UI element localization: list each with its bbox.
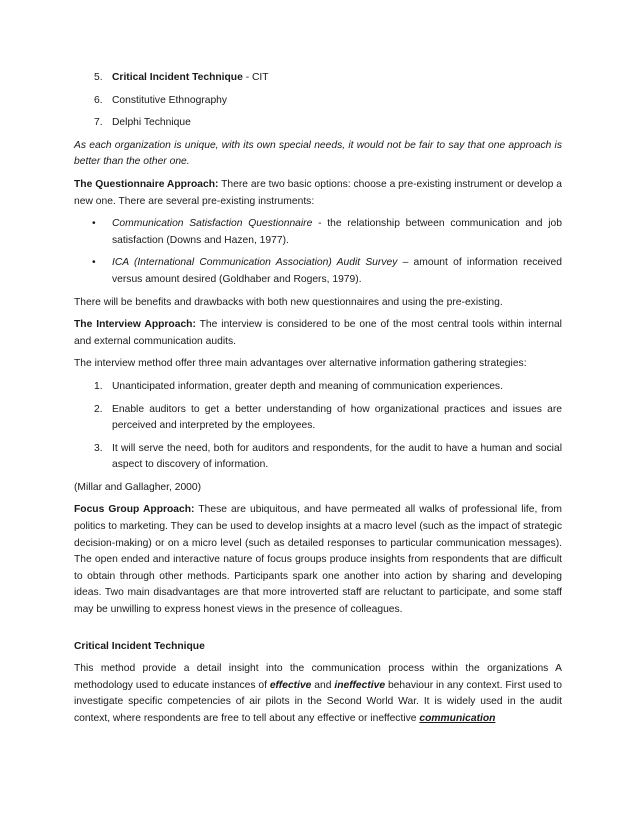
list-item bbox=[74, 70, 562, 87]
questionnaire-paragraph bbox=[74, 177, 562, 210]
bullet-icon: • bbox=[92, 257, 96, 269]
cit-suffix: - CIT bbox=[242, 72, 269, 83]
advantages-list bbox=[74, 379, 562, 474]
focus-group-paragraph bbox=[74, 502, 562, 618]
citation: (Millar and Gallagher, 2000) bbox=[74, 481, 202, 493]
cit-paragraph bbox=[74, 661, 562, 727]
section-heading: Critical Incident Technique bbox=[74, 640, 205, 652]
list-text: Unanticipated information, greater depth and meaning of communication experiences. bbox=[112, 380, 503, 392]
list-number: 2. bbox=[94, 403, 103, 415]
ineffective-word: ineffective bbox=[334, 679, 386, 691]
list-item bbox=[74, 115, 562, 132]
cit-label: Critical Incident Technique bbox=[112, 72, 243, 83]
interview-paragraph bbox=[74, 317, 562, 350]
list-text: Constitutive Ethnography bbox=[112, 94, 228, 106]
bullet-item bbox=[74, 216, 562, 249]
questionnaire-text: There are two basic options: choose a pre-existing instrument or develop a new one. There are several pre-existing instruments: bbox=[74, 178, 562, 207]
list-text: Enable auditors to get a better understanding of how organizational practices and issues are perceived and interpreted by the employees. bbox=[112, 403, 562, 432]
focus-group-label: Focus Group Approach: bbox=[74, 504, 195, 516]
bullet-text: - the relationship between communication and job satisfaction (Downs and Hazen, 1977). bbox=[112, 218, 562, 246]
document-page bbox=[74, 70, 562, 734]
communication-word: communication bbox=[419, 713, 496, 724]
bullet-italic: Communication Satisfaction Questionnaire bbox=[112, 218, 313, 230]
list-item bbox=[74, 379, 562, 396]
list-item bbox=[74, 441, 562, 474]
bullet-italic: ICA (International Communication Association) Audit Survey bbox=[112, 257, 398, 269]
list-item bbox=[74, 402, 562, 435]
list-text: Delphi Technique bbox=[112, 117, 191, 129]
instrument-bullet-list bbox=[74, 216, 562, 288]
interview-text: The interview is considered to be one of the most central tools within internal and external communication audits. bbox=[74, 319, 562, 347]
effective-word: effective bbox=[269, 679, 312, 691]
cit-and: and bbox=[311, 679, 335, 691]
intro-italic-paragraph: As each organization is unique, with its own special needs, it would not be fair to say that one approach is better than the other one. bbox=[74, 139, 562, 168]
list-text: It will serve the need, both for auditors and respondents, for the audit to have a human and social aspect to discovery of information. bbox=[112, 442, 562, 471]
interview-lead: The interview method offer three main advantages over alternative information gathering strategies: bbox=[74, 358, 527, 370]
cit-text-1: This method provide a detail insight into the communication process within the organizations A methodology used to educate instances of bbox=[74, 663, 562, 691]
bullet-item bbox=[74, 255, 562, 288]
list-number: 6. bbox=[94, 94, 103, 106]
list-item bbox=[74, 93, 562, 110]
methods-list-continued bbox=[74, 70, 562, 132]
cit-text-2: behaviour in any context. First used to investigate specific competencies of air pilots in the Second World War. It is widely used in the audit context, where respondents are free to tell about any effective or ineffective bbox=[74, 679, 562, 724]
list-number: 7. bbox=[94, 117, 103, 129]
questionnaire-after: There will be benefits and drawbacks with both new questionnaires and using the pre-existing. bbox=[74, 296, 503, 308]
bullet-text: – amount of information received versus amount desired (Goldhaber and Rogers, 1979). bbox=[112, 257, 562, 285]
interview-label: The Interview Approach: bbox=[74, 319, 196, 331]
questionnaire-label: The Questionnaire Approach: bbox=[74, 178, 219, 190]
list-number: 5. bbox=[94, 72, 103, 83]
list-number: 1. bbox=[94, 380, 103, 392]
focus-group-text: These are ubiquitous, and have permeated all walks of professional life, from politics to marketing. They can be used to develop insights at a macro level (such as the impact of strategic decision-making) or on a micro level (such as detailed responses to particular communication messages). The open ended and interactive nature of focus groups produce insights from respondents that are difficult to obtain through other methods. Participants spark one another into action by sharing and developing ideas. Two main disadvantages are that more introverted staff are reluctant to participate, and some staff may be unwilling to express honest views in the presence of colleagues. bbox=[74, 504, 562, 616]
bullet-icon: • bbox=[92, 218, 96, 230]
list-number: 3. bbox=[94, 442, 103, 454]
section-spacer bbox=[74, 625, 562, 639]
